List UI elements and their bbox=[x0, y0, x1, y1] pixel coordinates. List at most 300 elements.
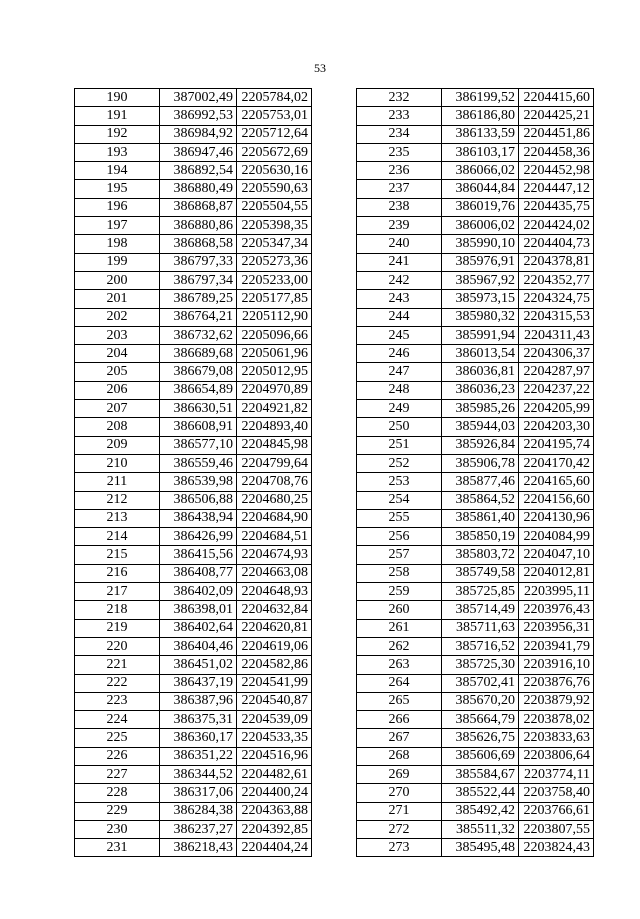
table-row bbox=[357, 692, 594, 710]
point-number: 221 bbox=[75, 656, 160, 674]
y-coordinate: 2203879,92 bbox=[519, 692, 594, 710]
table-row bbox=[75, 107, 312, 125]
y-coordinate: 2204620,81 bbox=[237, 619, 312, 637]
point-number: 190 bbox=[75, 89, 160, 107]
y-coordinate: 2205012,95 bbox=[237, 363, 312, 381]
y-coordinate: 2204287,97 bbox=[519, 363, 594, 381]
table-row bbox=[75, 400, 312, 418]
x-coordinate: 386868,87 bbox=[160, 198, 237, 216]
point-number: 229 bbox=[75, 802, 160, 820]
x-coordinate: 385906,78 bbox=[442, 454, 519, 472]
x-coordinate: 386880,49 bbox=[160, 180, 237, 198]
x-coordinate: 385976,91 bbox=[442, 253, 519, 271]
x-coordinate: 386317,06 bbox=[160, 784, 237, 802]
x-coordinate: 386044,84 bbox=[442, 180, 519, 198]
point-number: 271 bbox=[357, 802, 442, 820]
table-row bbox=[357, 747, 594, 765]
table-row bbox=[357, 143, 594, 161]
table-row bbox=[357, 400, 594, 418]
x-coordinate: 386630,51 bbox=[160, 400, 237, 418]
point-number: 248 bbox=[357, 381, 442, 399]
table-row bbox=[357, 509, 594, 527]
x-coordinate: 386608,91 bbox=[160, 418, 237, 436]
point-number: 224 bbox=[75, 711, 160, 729]
y-coordinate: 2204404,73 bbox=[519, 235, 594, 253]
table-row bbox=[357, 162, 594, 180]
y-coordinate: 2203833,63 bbox=[519, 729, 594, 747]
x-coordinate: 385492,42 bbox=[442, 802, 519, 820]
y-coordinate: 2204170,42 bbox=[519, 454, 594, 472]
y-coordinate: 2205784,02 bbox=[237, 89, 312, 107]
point-number: 253 bbox=[357, 473, 442, 491]
y-coordinate: 2204582,86 bbox=[237, 656, 312, 674]
x-coordinate: 386375,31 bbox=[160, 711, 237, 729]
point-number: 263 bbox=[357, 656, 442, 674]
point-number: 264 bbox=[357, 674, 442, 692]
x-coordinate: 385711,63 bbox=[442, 619, 519, 637]
coordinates-table-left bbox=[74, 88, 312, 857]
table-row bbox=[357, 198, 594, 216]
y-coordinate: 2205398,35 bbox=[237, 217, 312, 235]
x-coordinate: 386992,53 bbox=[160, 107, 237, 125]
y-coordinate: 2205590,63 bbox=[237, 180, 312, 198]
point-number: 227 bbox=[75, 765, 160, 783]
x-coordinate: 386559,46 bbox=[160, 454, 237, 472]
table-row bbox=[357, 290, 594, 308]
point-number: 257 bbox=[357, 546, 442, 564]
point-number: 245 bbox=[357, 326, 442, 344]
table-row bbox=[75, 217, 312, 235]
x-coordinate: 385749,58 bbox=[442, 564, 519, 582]
y-coordinate: 2204378,81 bbox=[519, 253, 594, 271]
point-number: 215 bbox=[75, 546, 160, 564]
x-coordinate: 386284,38 bbox=[160, 802, 237, 820]
point-number: 238 bbox=[357, 198, 442, 216]
table-row bbox=[357, 674, 594, 692]
table-row bbox=[75, 473, 312, 491]
x-coordinate: 385944,03 bbox=[442, 418, 519, 436]
y-coordinate: 2205753,01 bbox=[237, 107, 312, 125]
x-coordinate: 386006,02 bbox=[442, 217, 519, 235]
y-coordinate: 2204311,43 bbox=[519, 326, 594, 344]
point-number: 269 bbox=[357, 765, 442, 783]
y-coordinate: 2203956,31 bbox=[519, 619, 594, 637]
table-row bbox=[357, 637, 594, 655]
table-row bbox=[75, 381, 312, 399]
y-coordinate: 2204482,61 bbox=[237, 765, 312, 783]
y-coordinate: 2204404,24 bbox=[237, 839, 312, 857]
point-number: 204 bbox=[75, 345, 160, 363]
x-coordinate: 386880,86 bbox=[160, 217, 237, 235]
y-coordinate: 2204684,90 bbox=[237, 509, 312, 527]
x-coordinate: 385670,20 bbox=[442, 692, 519, 710]
point-number: 216 bbox=[75, 564, 160, 582]
x-coordinate: 385714,49 bbox=[442, 601, 519, 619]
y-coordinate: 2204674,93 bbox=[237, 546, 312, 564]
table-row bbox=[75, 711, 312, 729]
x-coordinate: 386402,64 bbox=[160, 619, 237, 637]
table-row bbox=[75, 491, 312, 509]
point-number: 258 bbox=[357, 564, 442, 582]
table-row bbox=[357, 253, 594, 271]
y-coordinate: 2204415,60 bbox=[519, 89, 594, 107]
y-coordinate: 2204680,25 bbox=[237, 491, 312, 509]
table-row bbox=[75, 180, 312, 198]
x-coordinate: 385861,40 bbox=[442, 509, 519, 527]
y-coordinate: 2204156,60 bbox=[519, 491, 594, 509]
y-coordinate: 2203766,61 bbox=[519, 802, 594, 820]
y-coordinate: 2204708,76 bbox=[237, 473, 312, 491]
table-row bbox=[75, 89, 312, 107]
y-coordinate: 2204684,51 bbox=[237, 528, 312, 546]
y-coordinate: 2203941,79 bbox=[519, 637, 594, 655]
point-number: 267 bbox=[357, 729, 442, 747]
y-coordinate: 2204392,85 bbox=[237, 820, 312, 838]
x-coordinate: 386387,96 bbox=[160, 692, 237, 710]
x-coordinate: 386947,46 bbox=[160, 143, 237, 161]
table-row bbox=[75, 637, 312, 655]
y-coordinate: 2204237,22 bbox=[519, 381, 594, 399]
x-coordinate: 385803,72 bbox=[442, 546, 519, 564]
x-coordinate: 385664,79 bbox=[442, 711, 519, 729]
x-coordinate: 385584,67 bbox=[442, 765, 519, 783]
point-number: 241 bbox=[357, 253, 442, 271]
x-coordinate: 386539,98 bbox=[160, 473, 237, 491]
table-row bbox=[357, 528, 594, 546]
y-coordinate: 2205061,96 bbox=[237, 345, 312, 363]
table-row bbox=[75, 162, 312, 180]
table-row bbox=[75, 839, 312, 857]
point-number: 198 bbox=[75, 235, 160, 253]
x-coordinate: 386451,02 bbox=[160, 656, 237, 674]
point-number: 260 bbox=[357, 601, 442, 619]
x-coordinate: 386013,54 bbox=[442, 345, 519, 363]
point-number: 247 bbox=[357, 363, 442, 381]
point-number: 252 bbox=[357, 454, 442, 472]
point-number: 239 bbox=[357, 217, 442, 235]
x-coordinate: 385725,85 bbox=[442, 583, 519, 601]
x-coordinate: 386237,27 bbox=[160, 820, 237, 838]
table-row bbox=[75, 564, 312, 582]
table-row bbox=[75, 436, 312, 454]
x-coordinate: 386764,21 bbox=[160, 308, 237, 326]
x-coordinate: 385702,41 bbox=[442, 674, 519, 692]
table-row bbox=[75, 674, 312, 692]
table-row bbox=[357, 235, 594, 253]
y-coordinate: 2203878,02 bbox=[519, 711, 594, 729]
point-number: 220 bbox=[75, 637, 160, 655]
point-number: 213 bbox=[75, 509, 160, 527]
x-coordinate: 385495,48 bbox=[442, 839, 519, 857]
y-coordinate: 2205504,55 bbox=[237, 198, 312, 216]
point-number: 236 bbox=[357, 162, 442, 180]
table-row bbox=[75, 509, 312, 527]
point-number: 270 bbox=[357, 784, 442, 802]
table-row bbox=[357, 363, 594, 381]
y-coordinate: 2204619,06 bbox=[237, 637, 312, 655]
x-coordinate: 386892,54 bbox=[160, 162, 237, 180]
y-coordinate: 2205273,36 bbox=[237, 253, 312, 271]
point-number: 196 bbox=[75, 198, 160, 216]
table-row bbox=[75, 656, 312, 674]
table-row bbox=[357, 107, 594, 125]
table-row bbox=[357, 271, 594, 289]
table-row bbox=[357, 436, 594, 454]
x-coordinate: 386036,23 bbox=[442, 381, 519, 399]
table-row bbox=[75, 235, 312, 253]
x-coordinate: 386066,02 bbox=[442, 162, 519, 180]
x-coordinate: 385716,52 bbox=[442, 637, 519, 655]
table-row bbox=[75, 820, 312, 838]
table-row bbox=[357, 381, 594, 399]
table-row bbox=[357, 820, 594, 838]
table-row bbox=[75, 345, 312, 363]
point-number: 243 bbox=[357, 290, 442, 308]
table-row bbox=[357, 491, 594, 509]
x-coordinate: 386133,59 bbox=[442, 125, 519, 143]
x-coordinate: 385864,52 bbox=[442, 491, 519, 509]
point-number: 261 bbox=[357, 619, 442, 637]
x-coordinate: 385877,46 bbox=[442, 473, 519, 491]
point-number: 194 bbox=[75, 162, 160, 180]
point-number: 254 bbox=[357, 491, 442, 509]
table-row bbox=[357, 89, 594, 107]
table-row bbox=[357, 345, 594, 363]
table-row bbox=[75, 308, 312, 326]
x-coordinate: 385980,32 bbox=[442, 308, 519, 326]
table-row bbox=[357, 839, 594, 857]
point-number: 228 bbox=[75, 784, 160, 802]
x-coordinate: 386344,52 bbox=[160, 765, 237, 783]
x-coordinate: 387002,49 bbox=[160, 89, 237, 107]
point-number: 207 bbox=[75, 400, 160, 418]
point-number: 273 bbox=[357, 839, 442, 857]
y-coordinate: 2204363,88 bbox=[237, 802, 312, 820]
x-coordinate: 385973,15 bbox=[442, 290, 519, 308]
point-number: 205 bbox=[75, 363, 160, 381]
point-number: 256 bbox=[357, 528, 442, 546]
table-row bbox=[75, 418, 312, 436]
x-coordinate: 386218,43 bbox=[160, 839, 237, 857]
y-coordinate: 2204047,10 bbox=[519, 546, 594, 564]
y-coordinate: 2204845,98 bbox=[237, 436, 312, 454]
table-row bbox=[357, 656, 594, 674]
y-coordinate: 2203876,76 bbox=[519, 674, 594, 692]
point-number: 255 bbox=[357, 509, 442, 527]
y-coordinate: 2204458,36 bbox=[519, 143, 594, 161]
point-number: 242 bbox=[357, 271, 442, 289]
table-row bbox=[357, 308, 594, 326]
table-row bbox=[75, 125, 312, 143]
point-number: 208 bbox=[75, 418, 160, 436]
table-row bbox=[75, 143, 312, 161]
point-number: 246 bbox=[357, 345, 442, 363]
x-coordinate: 386426,99 bbox=[160, 528, 237, 546]
y-coordinate: 2204516,96 bbox=[237, 747, 312, 765]
table-row bbox=[75, 802, 312, 820]
y-coordinate: 2204306,37 bbox=[519, 345, 594, 363]
x-coordinate: 386438,94 bbox=[160, 509, 237, 527]
table-row bbox=[357, 418, 594, 436]
x-coordinate: 386103,17 bbox=[442, 143, 519, 161]
point-number: 203 bbox=[75, 326, 160, 344]
table-row bbox=[357, 564, 594, 582]
x-coordinate: 385991,94 bbox=[442, 326, 519, 344]
y-coordinate: 2204315,53 bbox=[519, 308, 594, 326]
table-row bbox=[75, 290, 312, 308]
y-coordinate: 2204648,93 bbox=[237, 583, 312, 601]
table-row bbox=[357, 802, 594, 820]
x-coordinate: 386402,09 bbox=[160, 583, 237, 601]
x-coordinate: 385967,92 bbox=[442, 271, 519, 289]
y-coordinate: 2203916,10 bbox=[519, 656, 594, 674]
x-coordinate: 386186,80 bbox=[442, 107, 519, 125]
point-number: 195 bbox=[75, 180, 160, 198]
x-coordinate: 386415,56 bbox=[160, 546, 237, 564]
table-row bbox=[75, 692, 312, 710]
point-number: 223 bbox=[75, 692, 160, 710]
point-number: 226 bbox=[75, 747, 160, 765]
table-row bbox=[75, 271, 312, 289]
point-number: 200 bbox=[75, 271, 160, 289]
point-number: 222 bbox=[75, 674, 160, 692]
table-row bbox=[75, 546, 312, 564]
y-coordinate: 2203824,43 bbox=[519, 839, 594, 857]
table-row bbox=[357, 711, 594, 729]
table-row bbox=[75, 198, 312, 216]
x-coordinate: 386408,77 bbox=[160, 564, 237, 582]
x-coordinate: 386689,68 bbox=[160, 345, 237, 363]
point-number: 211 bbox=[75, 473, 160, 491]
x-coordinate: 386506,88 bbox=[160, 491, 237, 509]
point-number: 214 bbox=[75, 528, 160, 546]
y-coordinate: 2204540,87 bbox=[237, 692, 312, 710]
y-coordinate: 2205347,34 bbox=[237, 235, 312, 253]
table-row bbox=[357, 326, 594, 344]
y-coordinate: 2204084,99 bbox=[519, 528, 594, 546]
x-coordinate: 386789,25 bbox=[160, 290, 237, 308]
y-coordinate: 2204203,30 bbox=[519, 418, 594, 436]
y-coordinate: 2204451,86 bbox=[519, 125, 594, 143]
x-coordinate: 385985,26 bbox=[442, 400, 519, 418]
point-number: 232 bbox=[357, 89, 442, 107]
point-number: 266 bbox=[357, 711, 442, 729]
table-row bbox=[357, 454, 594, 472]
point-number: 218 bbox=[75, 601, 160, 619]
y-coordinate: 2204435,75 bbox=[519, 198, 594, 216]
y-coordinate: 2204425,21 bbox=[519, 107, 594, 125]
y-coordinate: 2204352,77 bbox=[519, 271, 594, 289]
point-number: 251 bbox=[357, 436, 442, 454]
y-coordinate: 2203995,11 bbox=[519, 583, 594, 601]
y-coordinate: 2204130,96 bbox=[519, 509, 594, 527]
y-coordinate: 2204541,99 bbox=[237, 674, 312, 692]
y-coordinate: 2204324,75 bbox=[519, 290, 594, 308]
table-row bbox=[75, 326, 312, 344]
table-row bbox=[75, 583, 312, 601]
x-coordinate: 386398,01 bbox=[160, 601, 237, 619]
point-number: 219 bbox=[75, 619, 160, 637]
y-coordinate: 2205177,85 bbox=[237, 290, 312, 308]
x-coordinate: 385926,84 bbox=[442, 436, 519, 454]
point-number: 217 bbox=[75, 583, 160, 601]
point-number: 199 bbox=[75, 253, 160, 271]
table-row bbox=[357, 583, 594, 601]
x-coordinate: 386199,52 bbox=[442, 89, 519, 107]
point-number: 209 bbox=[75, 436, 160, 454]
point-number: 268 bbox=[357, 747, 442, 765]
y-coordinate: 2205672,69 bbox=[237, 143, 312, 161]
table-row bbox=[75, 619, 312, 637]
table-row bbox=[75, 729, 312, 747]
y-coordinate: 2203806,64 bbox=[519, 747, 594, 765]
table-row bbox=[75, 454, 312, 472]
table-row bbox=[357, 125, 594, 143]
x-coordinate: 385606,69 bbox=[442, 747, 519, 765]
point-number: 201 bbox=[75, 290, 160, 308]
point-number: 212 bbox=[75, 491, 160, 509]
point-number: 197 bbox=[75, 217, 160, 235]
y-coordinate: 2205712,64 bbox=[237, 125, 312, 143]
point-number: 234 bbox=[357, 125, 442, 143]
y-coordinate: 2204632,84 bbox=[237, 601, 312, 619]
point-number: 191 bbox=[75, 107, 160, 125]
y-coordinate: 2204799,64 bbox=[237, 454, 312, 472]
table-row bbox=[357, 784, 594, 802]
point-number: 250 bbox=[357, 418, 442, 436]
table-row bbox=[357, 619, 594, 637]
y-coordinate: 2203976,43 bbox=[519, 601, 594, 619]
point-number: 235 bbox=[357, 143, 442, 161]
y-coordinate: 2204205,99 bbox=[519, 400, 594, 418]
y-coordinate: 2204970,89 bbox=[237, 381, 312, 399]
point-number: 237 bbox=[357, 180, 442, 198]
table-row bbox=[357, 601, 594, 619]
x-coordinate: 386036,81 bbox=[442, 363, 519, 381]
point-number: 249 bbox=[357, 400, 442, 418]
x-coordinate: 386679,08 bbox=[160, 363, 237, 381]
coordinates-table-right-body bbox=[357, 89, 594, 857]
table-row bbox=[75, 601, 312, 619]
point-number: 231 bbox=[75, 839, 160, 857]
y-coordinate: 2203807,55 bbox=[519, 820, 594, 838]
point-number: 210 bbox=[75, 454, 160, 472]
y-coordinate: 2204663,08 bbox=[237, 564, 312, 582]
y-coordinate: 2204400,24 bbox=[237, 784, 312, 802]
table-row bbox=[357, 729, 594, 747]
x-coordinate: 386437,19 bbox=[160, 674, 237, 692]
table-row bbox=[357, 217, 594, 235]
page-number: 53 bbox=[314, 61, 326, 75]
x-coordinate: 386797,34 bbox=[160, 271, 237, 289]
point-number: 240 bbox=[357, 235, 442, 253]
point-number: 259 bbox=[357, 583, 442, 601]
x-coordinate: 386868,58 bbox=[160, 235, 237, 253]
point-number: 244 bbox=[357, 308, 442, 326]
y-coordinate: 2204921,82 bbox=[237, 400, 312, 418]
table-row bbox=[75, 363, 312, 381]
point-number: 225 bbox=[75, 729, 160, 747]
y-coordinate: 2204195,74 bbox=[519, 436, 594, 454]
table-row bbox=[75, 528, 312, 546]
y-coordinate: 2204533,35 bbox=[237, 729, 312, 747]
x-coordinate: 386360,17 bbox=[160, 729, 237, 747]
y-coordinate: 2204424,02 bbox=[519, 217, 594, 235]
x-coordinate: 385511,32 bbox=[442, 820, 519, 838]
table-row bbox=[357, 546, 594, 564]
x-coordinate: 386351,22 bbox=[160, 747, 237, 765]
table-row bbox=[357, 765, 594, 783]
